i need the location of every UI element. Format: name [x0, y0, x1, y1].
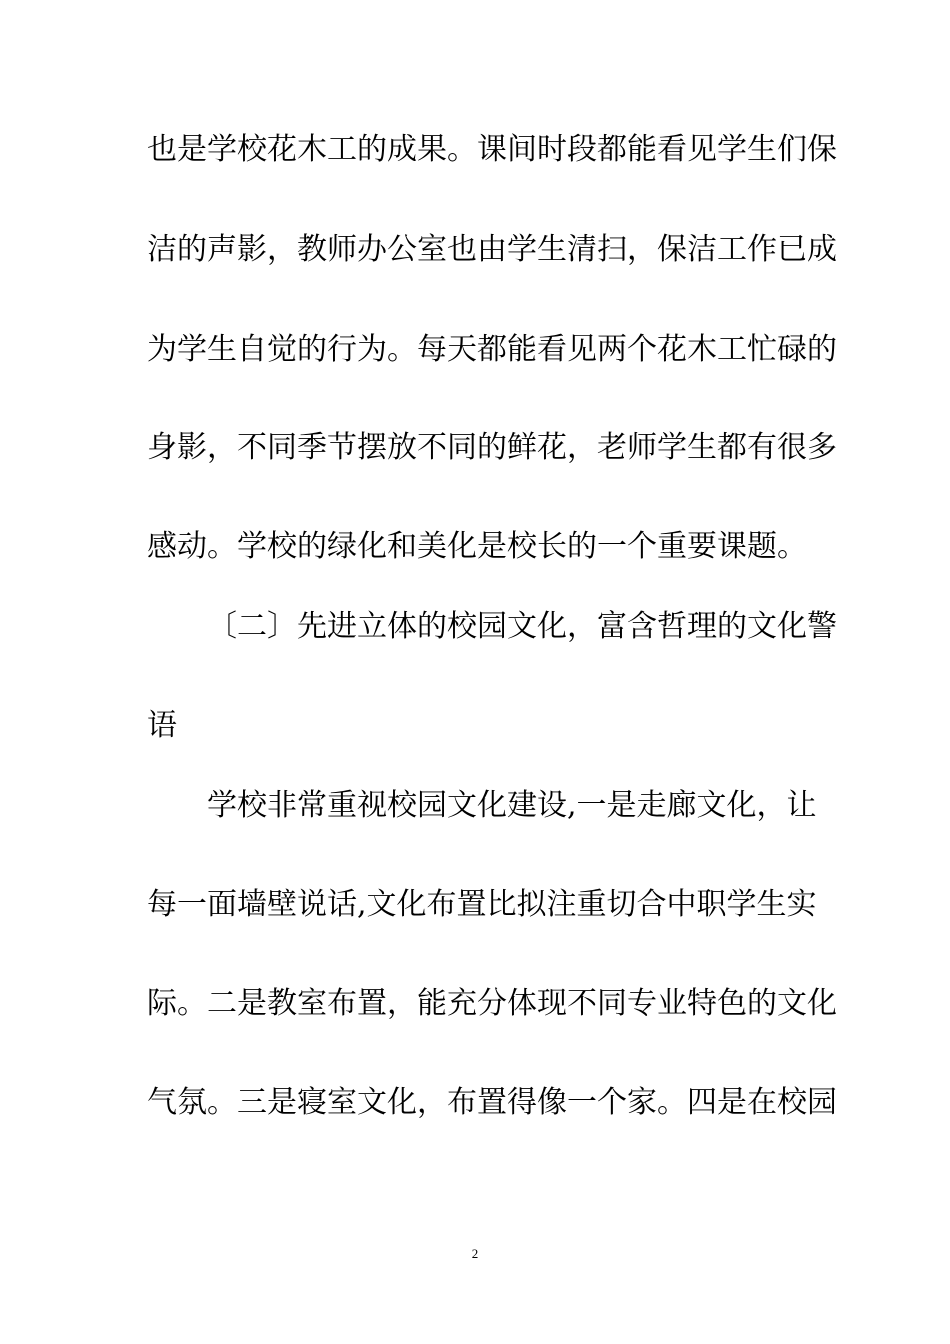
paragraph-line: 洁的声影，教师办公室也由学生清扫，保洁工作已成: [147, 232, 837, 267]
paragraph-line: 也是学校花木工的成果。课间时段都能看见学生们保: [147, 132, 837, 167]
paragraph-line: 感动。学校的绿化和美化是校长的一个重要课题。: [147, 529, 807, 564]
paragraph-line: 际。二是教室布置，能充分体现不同专业特色的文化: [147, 986, 837, 1021]
paragraph-line: 为学生自觉的行为。每天都能看见两个花木工忙碌的: [147, 332, 837, 367]
paragraph-line: 每一面墙壁说话,文化布置比拟注重切合中职学生实: [147, 887, 817, 922]
page-number: 2: [471, 1246, 479, 1261]
paragraph-line: 学校非常重视校园文化建设,一是走廊文化，让: [207, 788, 817, 823]
paragraph-line: 身影，不同季节摆放不同的鲜花，老师学生都有很多: [147, 430, 837, 465]
section-heading-line: 〔二〕先进立体的校园文化，富含哲理的文化警: [207, 609, 837, 644]
paragraph-line: 气氛。三是寝室文化，布置得像一个家。四是在校园: [147, 1085, 837, 1120]
section-heading-line: 语: [147, 708, 177, 743]
